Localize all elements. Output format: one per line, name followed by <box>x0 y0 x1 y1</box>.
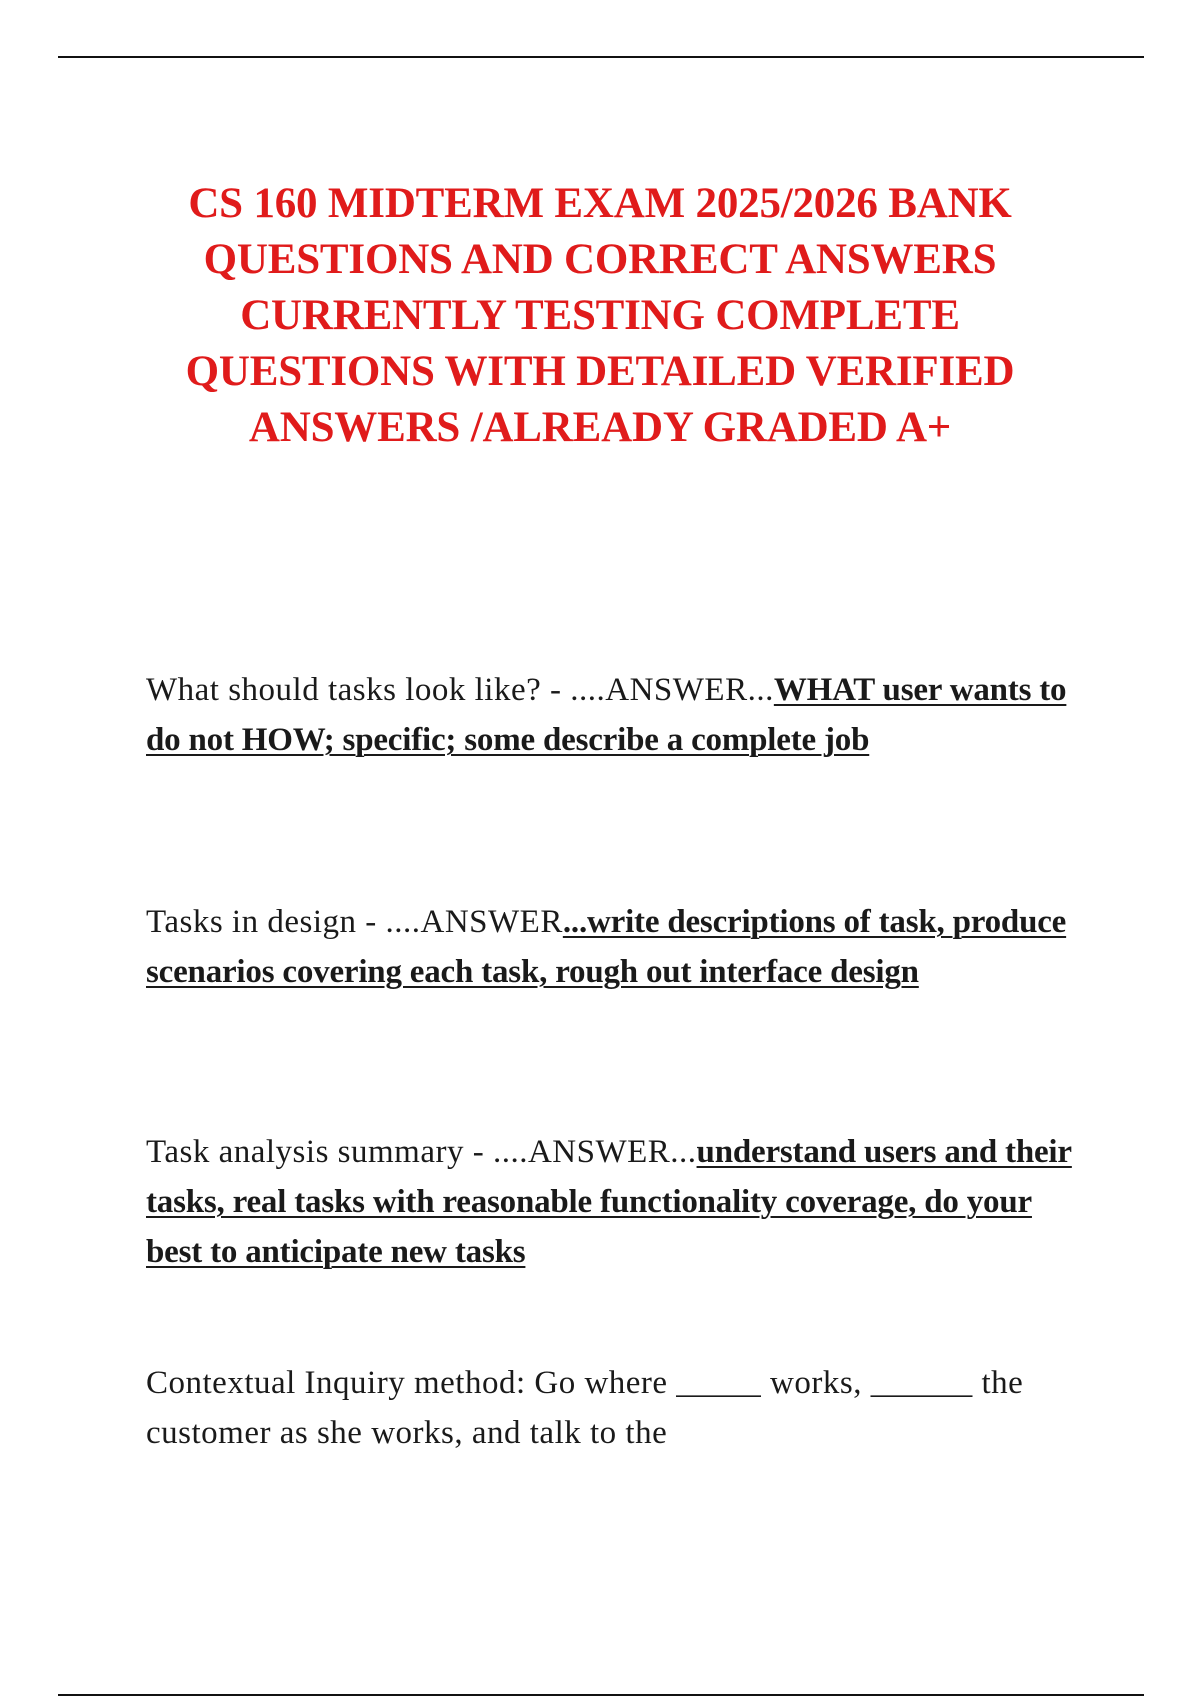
qa-item <box>146 897 1076 997</box>
answer-text: ...write descriptions of task, produce scenarios covering each task, rough out interface design <box>146 904 1067 990</box>
answer-text: understand users and their tasks, real tasks with reasonable functionality coverage, do your best to anticipate new tasks <box>146 1134 1072 1270</box>
question-text: Tasks in design - ....ANSWER <box>146 904 563 940</box>
bottom-rule <box>58 1694 1144 1696</box>
qa-item <box>146 1127 1076 1277</box>
qa-item <box>146 665 1076 765</box>
question-text: What should tasks look like? - ....ANSWER... <box>146 672 774 708</box>
document-title: CS 160 MIDTERM EXAM 2025/2026 BANK QUESTIONS AND CORRECT ANSWERS CURRENTLY TESTING COMPLETE QUESTIONS WITH DETAILED VERIFIED ANSWERS /ALREADY GRADED A+ <box>185 179 1015 451</box>
question-text: Task analysis summary - ....ANSWER... <box>146 1134 697 1170</box>
qa-item <box>146 1358 1076 1458</box>
top-rule <box>58 56 1144 58</box>
question-text: Contextual Inquiry method: Go where _____ works, ______ the customer as she works, and talk to the <box>146 1365 1024 1451</box>
answer-text: WHAT user wants to do not HOW; specific; some describe a complete job <box>146 672 1067 758</box>
